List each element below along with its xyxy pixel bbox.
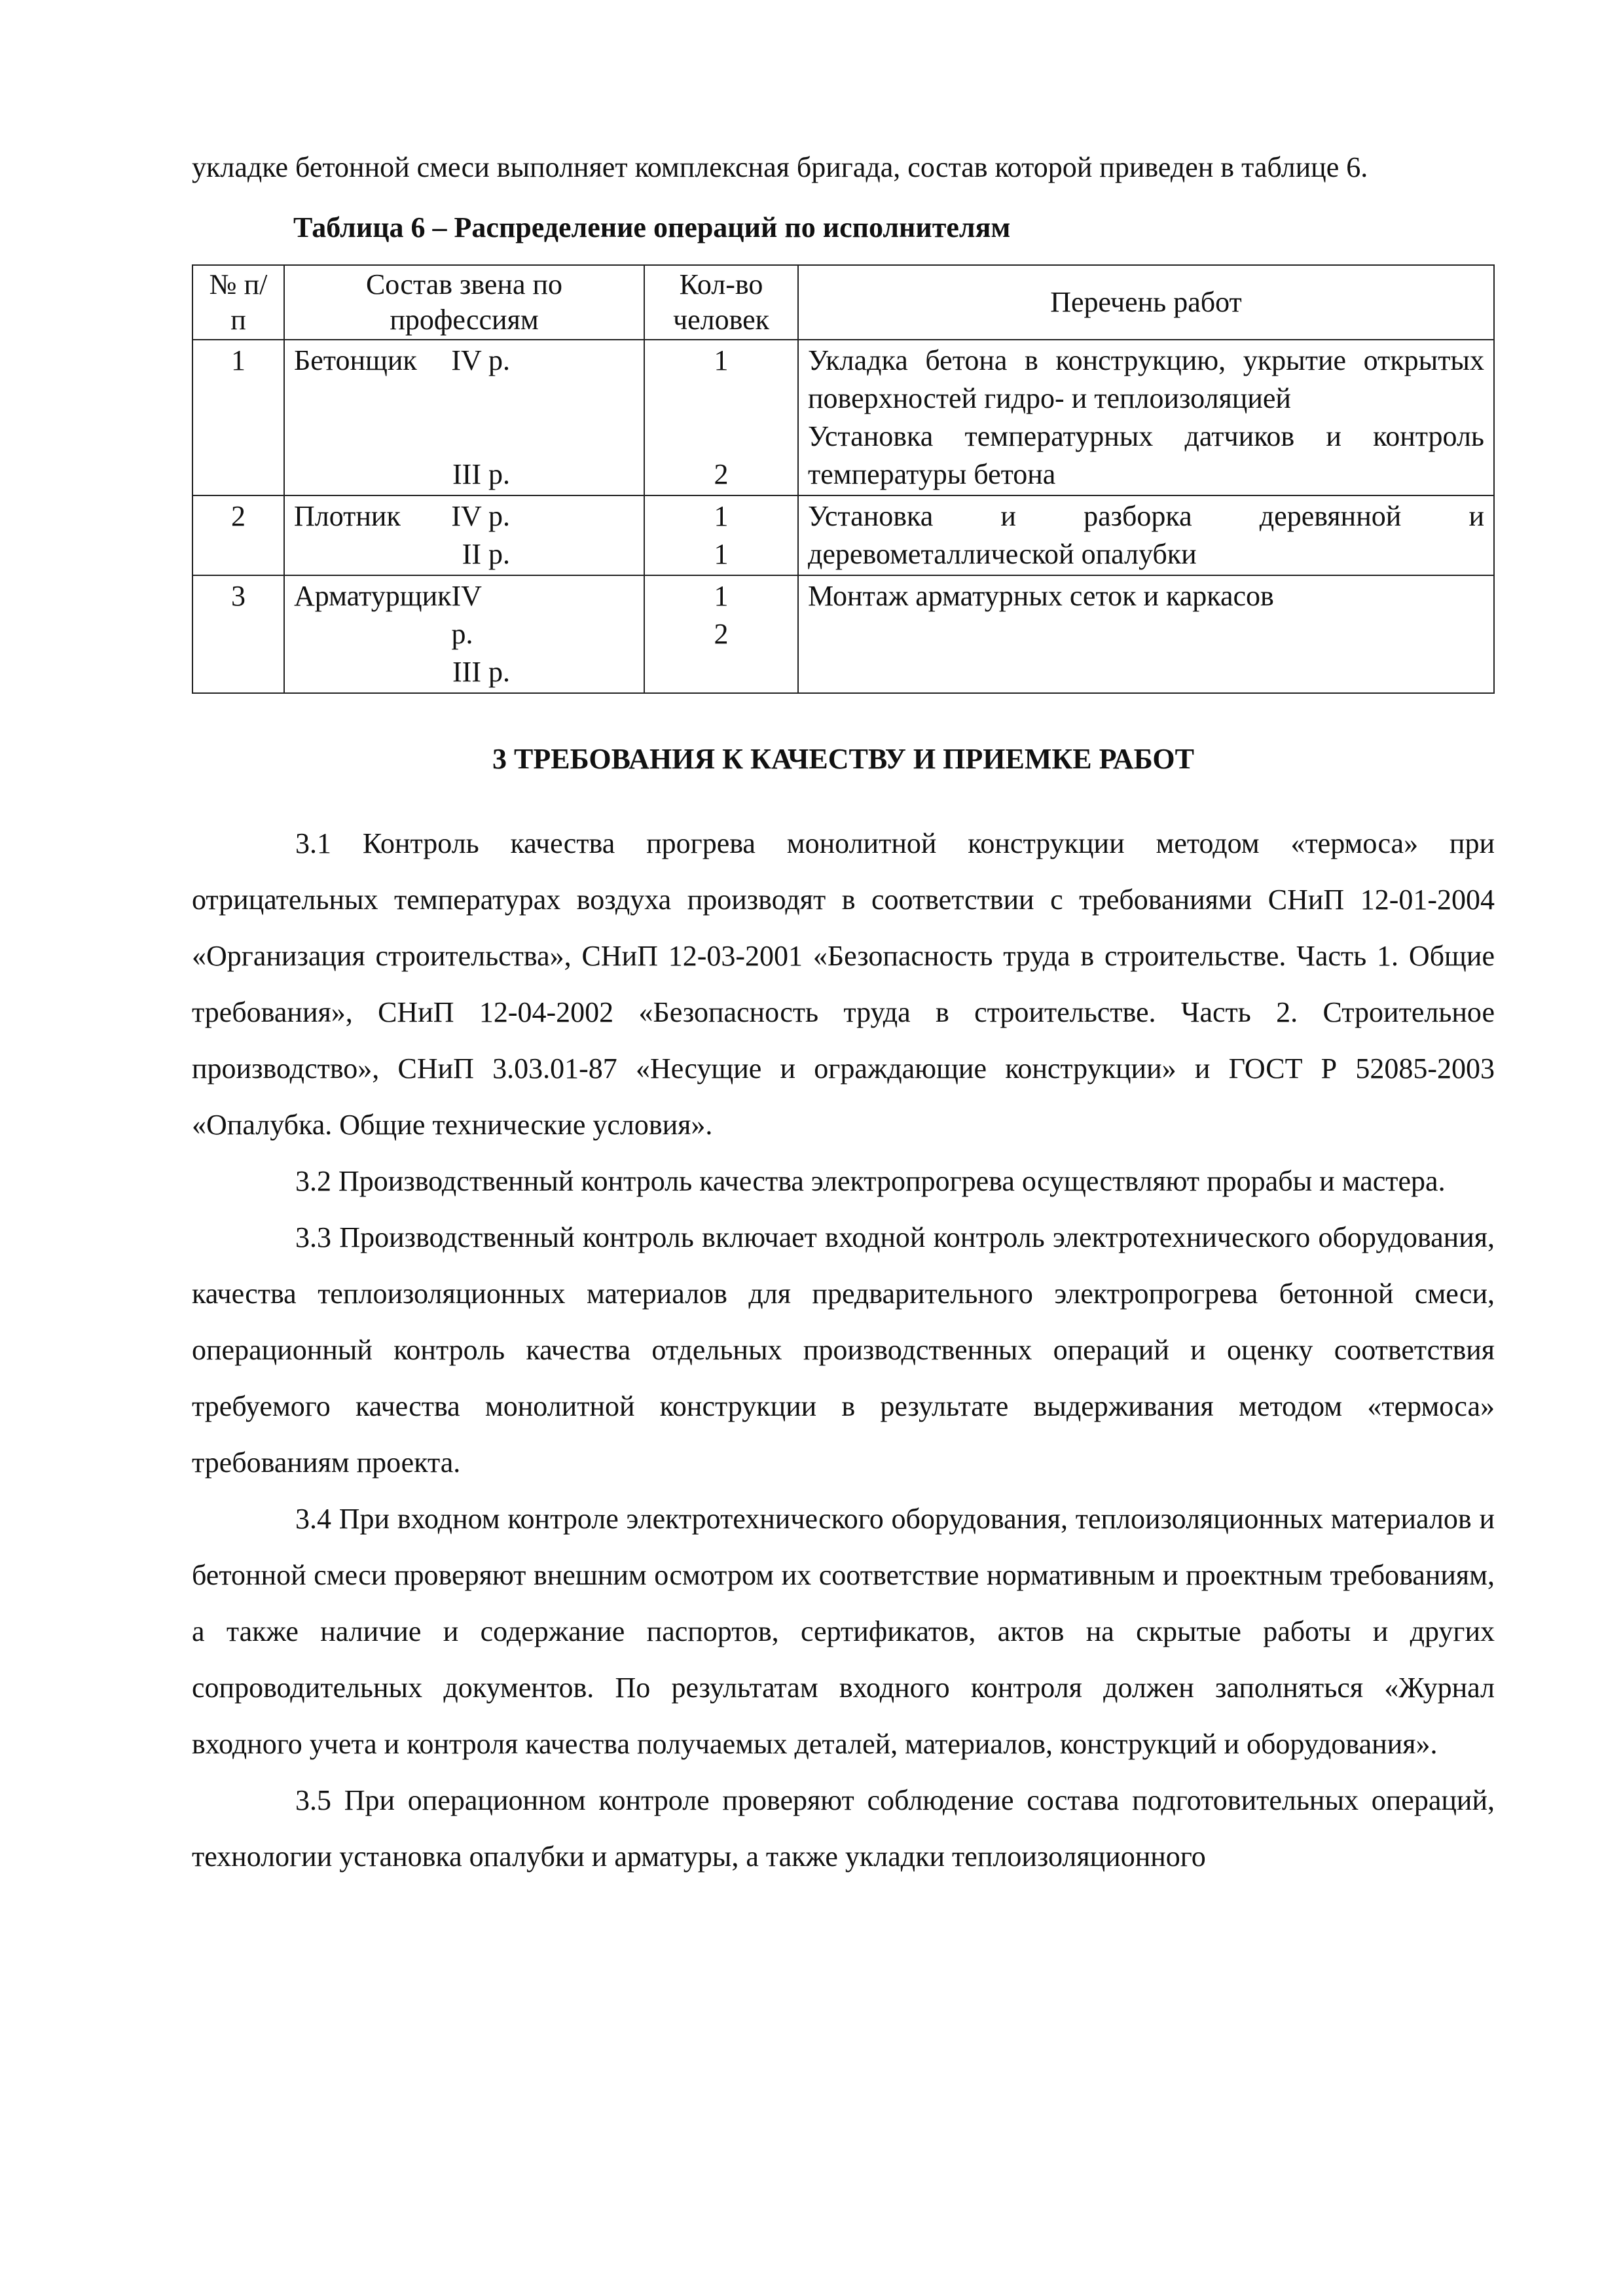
row-qty: 1 (714, 538, 729, 570)
table-caption: Таблица 6 – Распределение операций по исполнителям (293, 211, 1011, 243)
row-qty-cell (644, 495, 798, 575)
row-num: 2 (192, 495, 284, 575)
row-qty: 1 (714, 580, 729, 612)
row-profession: Плотник (294, 500, 401, 532)
header-num: № п/п (192, 265, 284, 340)
row-qty: 1 (714, 500, 729, 532)
row-profession: Арматурщик (294, 580, 452, 612)
table-row (192, 575, 1494, 693)
row-profession-cell (284, 575, 644, 693)
row-works-cell (798, 575, 1494, 693)
section-heading: 3 ТРЕБОВАНИЯ К КАЧЕСТВУ И ПРИЕМКЕ РАБОТ (492, 743, 1194, 775)
row-qty: 1 (714, 344, 729, 376)
row-profession-cell (284, 340, 644, 495)
intro-text: укладке бетонной смеси выполняет комплексная бригада, состав которой приведен в таблице 6. (192, 151, 1368, 183)
row-profession: Бетонщик (294, 344, 417, 376)
paragraph: 3.2 Производственный контроль качества электропрогрева осуществляют прорабы и мастера. (295, 1165, 1446, 1197)
row-work-item: Установка температурных датчиков и контроль температуры бетона (808, 420, 1484, 490)
row-grade: III р. (452, 656, 510, 688)
paragraph: 3.1 Контроль качества прогрева монолитной конструкции методом «термоса» при отрицательных температурах воздуха производят в соответствии с требованиями СНиП 12-01-2004 «Организация строительства», СНиП 12-03-2001 «Безопасность труда в строительстве. Часть 1. Общие требования», СНиП 12-04-2002 «Безопасность труда в строительстве. Часть 2. Строительное производство», СНиП 3.03.01-87 «Несущие и ограждающие конструкции» и ГОСТ Р 52085-2003 «Опалубка. Общие технические условия». (192, 827, 1495, 1141)
row-grade: II р. (462, 538, 510, 570)
row-grade: III р. (452, 458, 510, 490)
row-qty: 2 (714, 618, 729, 650)
row-grade: IV р. (451, 500, 510, 532)
table-row (192, 340, 1494, 495)
table-header-row (192, 265, 1494, 340)
paragraph: 3.4 При входном контроле электротехнического оборудования, теплоизоляционных материалов и бетонной смеси проверяют внешним осмотром их соответствие нормативным и проектным требованиям, а также наличие и содержание паспортов, сертификатов, актов на скрытые работы и других сопроводительных документов. По результатам входного контроля должен заполняться «Журнал входного учета и контроля качества получаемых деталей, материалов, конструкций и оборудования». (192, 1503, 1495, 1760)
operations-table (192, 264, 1495, 694)
row-num: 1 (192, 340, 284, 495)
header-profession: Состав звена по профессиям (284, 265, 644, 340)
row-works-cell (798, 495, 1494, 575)
row-grade: IV р. (451, 580, 482, 650)
row-work-item: Установка и разборка деревянной и деревометаллической опалубки (808, 500, 1484, 570)
table-row (192, 495, 1494, 575)
header-qty: Кол-во человек (644, 265, 798, 340)
row-qty-cell (644, 575, 798, 693)
paragraph: 3.5 При операционном контроле проверяют соблюдение состава подготовительных операций, технологии установка опалубки и арматуры, а также укладки теплоизоляционного (192, 1784, 1495, 1873)
row-works-cell (798, 340, 1494, 495)
row-num: 3 (192, 575, 284, 693)
paragraph: 3.3 Производственный контроль включает входной контроль электротехнического оборудования, качества теплоизоляционных материалов для предварительного электропрогрева бетонной смеси, операционный контроль качества отдельных производственных операций и оценку соответствия требуемого качества монолитной конструкции в результате выдерживания методом «термоса» требованиям проекта. (192, 1221, 1495, 1479)
row-grade: IV р. (451, 344, 510, 376)
row-qty: 2 (714, 458, 729, 490)
row-profession-cell (284, 495, 644, 575)
header-works: Перечень работ (798, 265, 1494, 340)
row-work-item: Укладка бетона в конструкцию, укрытие открытых поверхностей гидро- и теплоизоляцией (808, 344, 1484, 414)
row-qty-cell (644, 340, 798, 495)
body-text (192, 816, 1495, 1885)
row-work-item: Монтаж арматурных сеток и каркасов (808, 580, 1274, 612)
